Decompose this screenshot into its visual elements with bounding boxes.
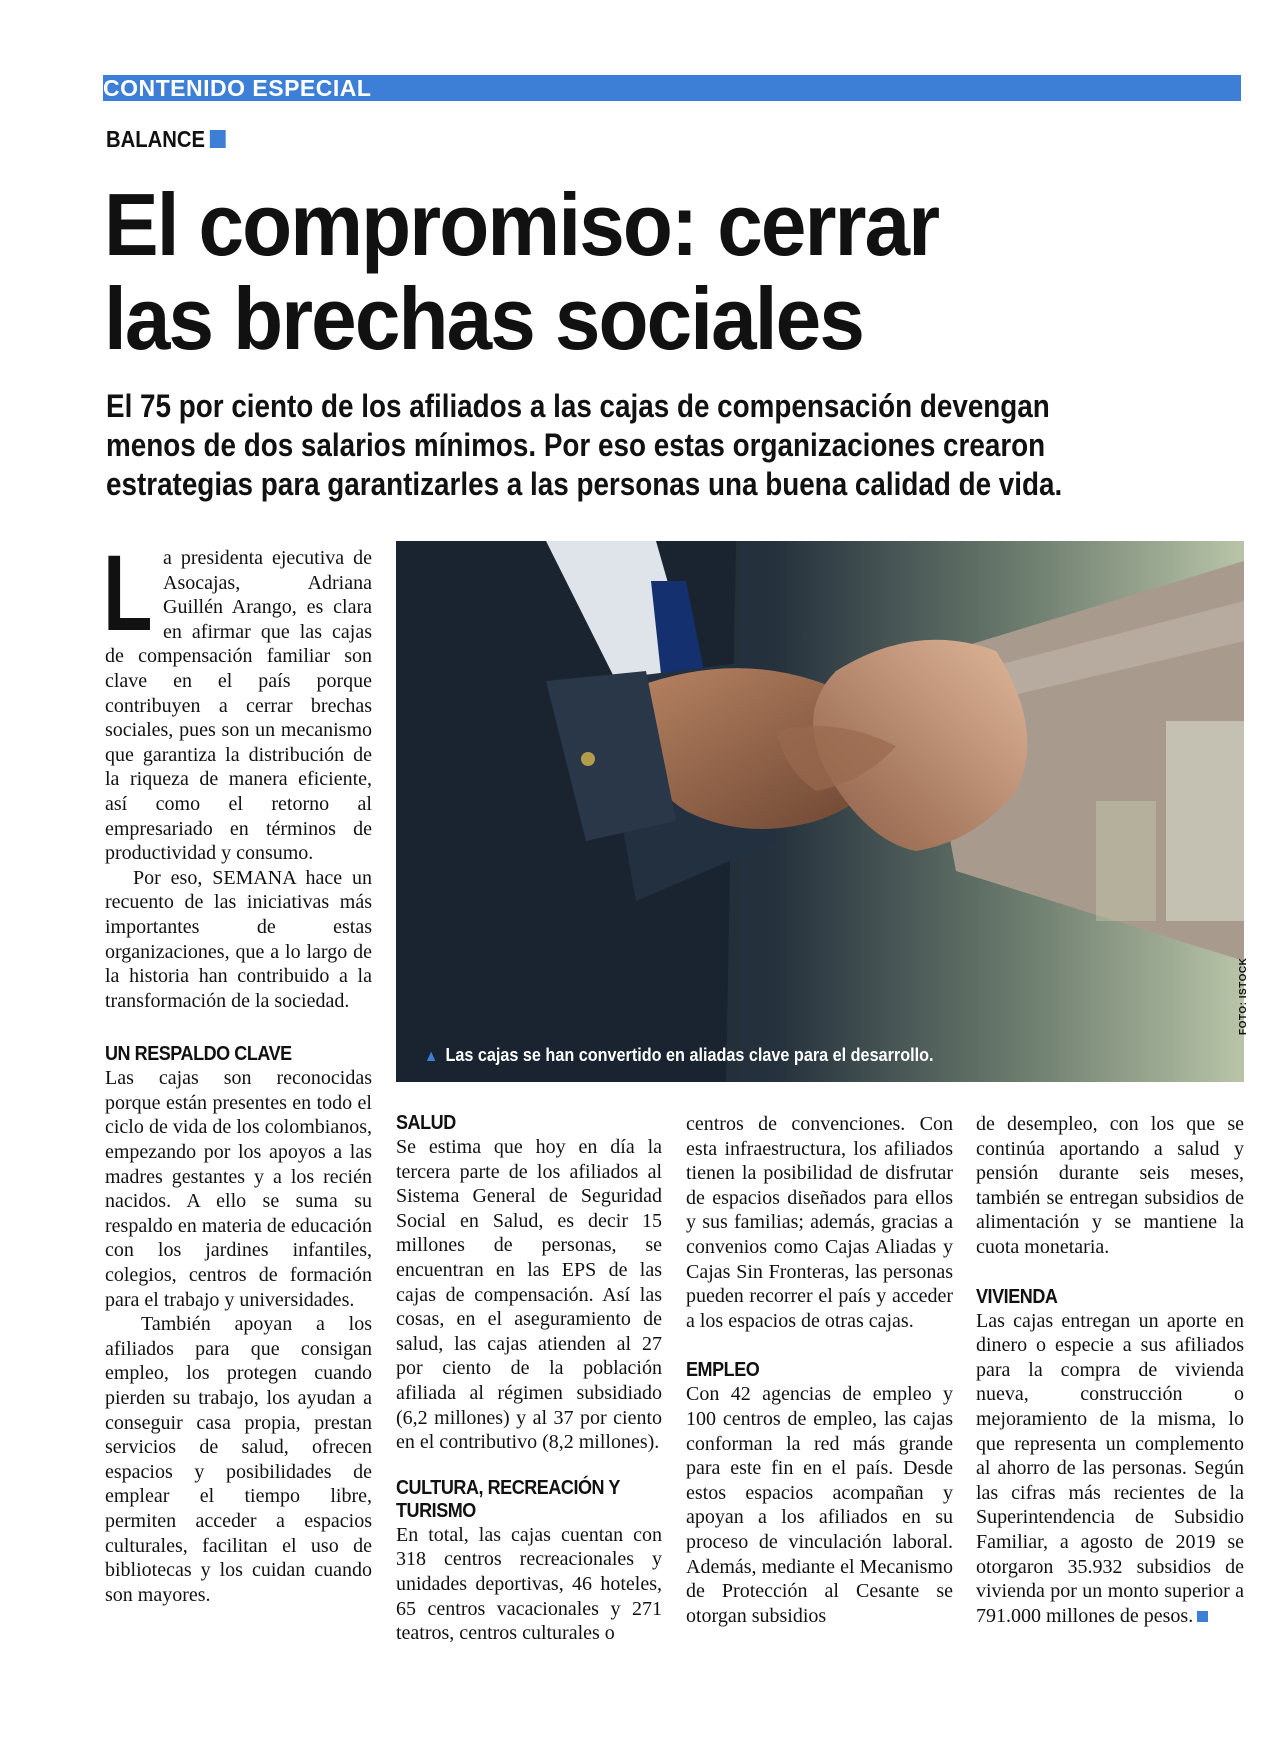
headline-line-2: las brechas sociales [104,269,863,368]
subheading: VIVIENDA [976,1285,1058,1308]
section-text: BALANCE [106,126,205,152]
deck-line-3: estrategias para garantizarles a las personas una buena calidad de vida. [106,466,1063,502]
end-mark-icon [1197,1611,1208,1622]
band-label: CONTENIDO ESPECIAL [103,75,372,101]
paragraph [103,532,372,866]
deck [106,387,1115,504]
deck-line-1: El 75 por ciento de los afiliados a las cajas de compensación devengan [106,388,1050,424]
drop-cap: L [103,532,153,653]
photo-caption [424,1045,933,1066]
article-column-2 [396,1112,662,1646]
paragraph-text: a presidenta ejecutiva de Asocajas, Adriana Guillén Arango, es clara en afirmar que las cajas de compensación familiar son clave en el país porque contribuyen a cerrar brechas sociales, pues son un mecanismo que garantiza la distribución de la riqueza de manera eficiente, así como el retorno al empresariado en términos de productividad y consumo. [105,547,372,865]
subheading: CULTURA, RECREACIÓN Y TURISMO [396,1476,620,1522]
paragraph [976,1309,1244,1629]
deck-line-2: menos de dos salarios mínimos. Por eso estas organizaciones crearon [106,427,1046,463]
paragraph: Con 42 agencias de empleo y 100 centros de empleo, las cajas conforman la red más grande para este fin en el país. Desde estos espacios acompañan y apoyan a los afiliados en su proceso de vinculación laboral. Además, mediante el Mecanismo de Protección al Cesante se otorgan subsidios [686,1383,953,1627]
headline [104,175,1146,368]
paragraph: Las cajas son reconocidas porque están presentes en todo el ciclo de vida de los colombianos, empezando por los apoyos a las madres gestantes y a los recién nacidos. A ello se suma su respaldo en materia de educación con los jardines infantiles, colegios, centros de formación para el trabajo y universidades. [105,1067,372,1311]
headline-line-1: El compromiso: cerrar [104,175,939,274]
paragraph-text: Las cajas entregan un aporte en dinero o especie a sus afiliados para la compra de vivienda nueva, construcción o mejoramiento de la misma, lo que representa un complemento al ahorro de las personas. Según las cifras más recientes de la Superintendencia de Subsidio Familiar, a agosto de 2019 se otorgaron 35.932 subsidios de vivienda por un monto superior a 791.000 millones de pesos. [976,1309,1244,1627]
paragraph: de desempleo, con los que se continúa aportando a salud y pensión durante seis meses, también se entregan subsidios de alimentación y se mantiene la cuota monetaria. [976,1113,1244,1258]
caption-triangle-icon: ▲ [424,1048,439,1065]
caption-text: Las cajas se han convertido en aliadas clave para el desarrollo. [445,1045,934,1065]
section-band [103,75,1241,101]
subheading: EMPLEO [686,1359,760,1382]
section-square-icon [210,130,226,148]
article-column-1 [103,532,372,1607]
article-column-4 [976,1112,1244,1628]
subheading: SALUD [396,1112,456,1134]
handshake-photo [396,541,1244,1082]
paragraph: centros de convenciones. Con esta infraestructura, los afiliados tienen la posibilidad de disfrutar de espacios diseñados para ellos y sus familias; además, gracias a convenios como Cajas Aliadas y Cajas Sin Fronteras, las personas pueden recorrer el país y acceder a los espacios de otras cajas. [686,1113,953,1332]
paragraph: Se estima que hoy en día la tercera parte de los afiliados al Sistema General de Seguridad Social en Salud, es decir 15 millones de personas, se encuentran en las EPS de las cajas de compensación. Así las cosas, en el aseguramiento de salud, las cajas atienden al 27 por ciento de la población afiliada al régimen subsidiado (6,2 millones) y al 37 por ciento en el contributivo (8,2 millones). [396,1136,662,1454]
paragraph: También apoyan a los afiliados para que consigan empleo, los protegen cuando pierden su trabajo, los ayudan a conseguir casa propia, prestan servicios de salud, ofrecen espacios y posibilidades de emplear el tiempo libre, permiten acceder a espacios culturales, facilitan el uso de bibliotecas y los cuidan cuando son mayores. [105,1313,372,1606]
paragraph: En total, las cajas cuentan con 318 centros recreacionales y unidades deportivas, 46 hoteles, 65 centros vacacionales y 271 teatros, centros culturales o [396,1523,662,1645]
handshake-image [396,541,1244,1082]
article-column-3 [686,1112,953,1628]
paragraph: Por eso, SEMANA hace un recuento de las iniciativas más importantes de estas organizaciones, que a lo largo de la historia han contribuido a la transformación de la sociedad. [105,866,372,1012]
section-label [106,126,226,152]
subheading: UN RESPALDO CLAVE [105,1043,292,1066]
photo-credit: FOTO: ISTOCK [1238,957,1249,1035]
